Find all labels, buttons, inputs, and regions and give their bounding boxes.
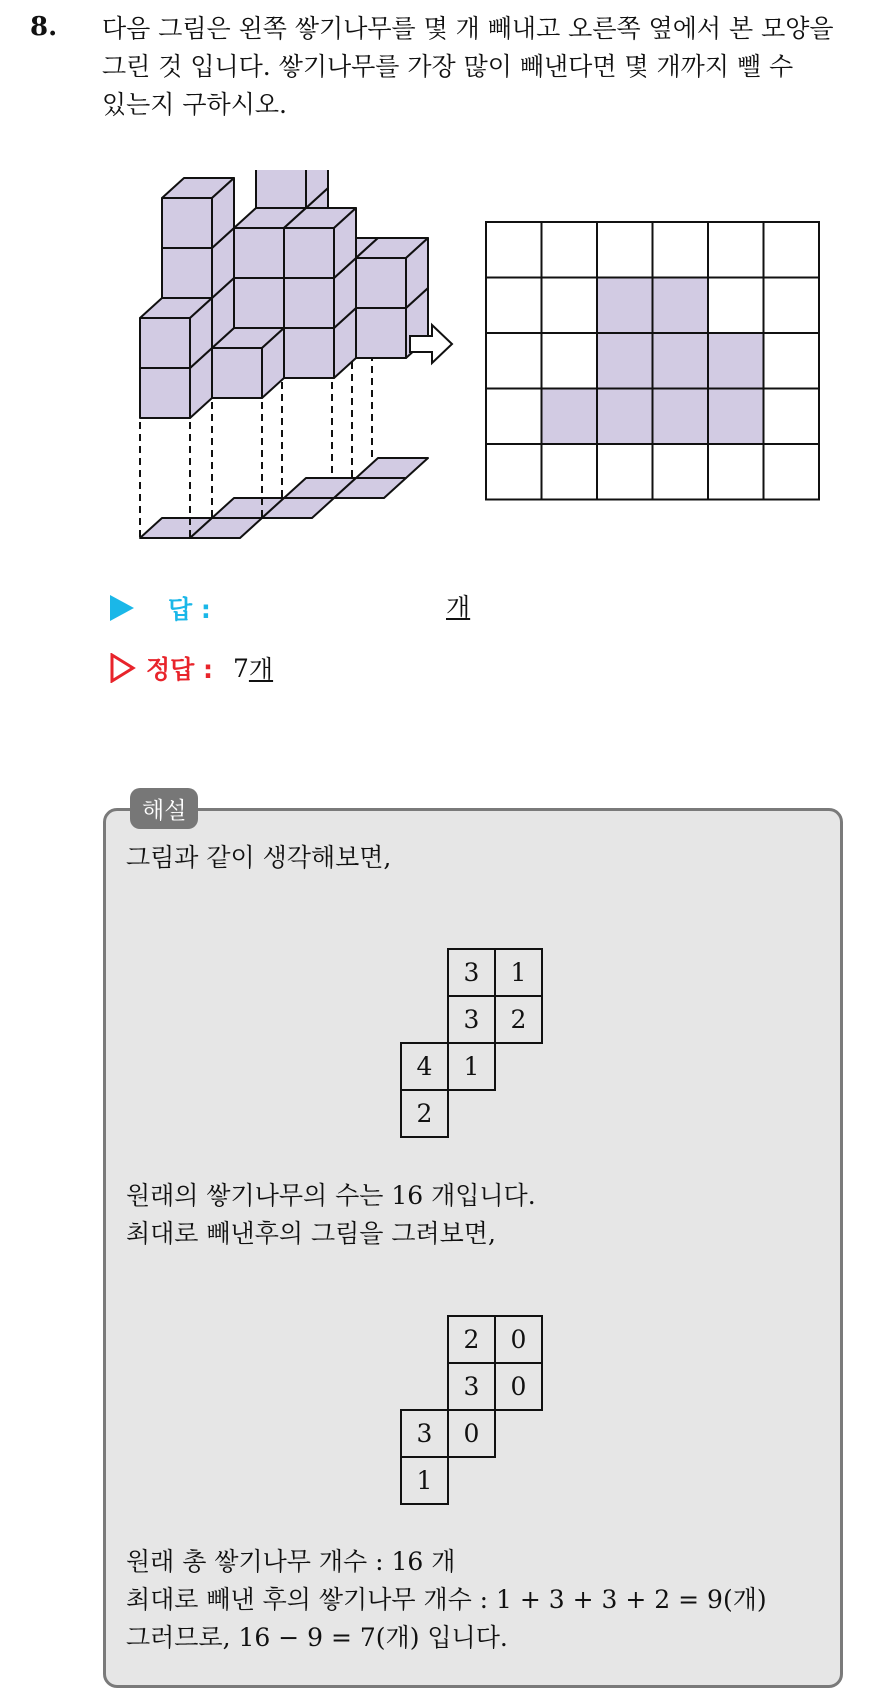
block-face xyxy=(356,458,428,478)
blocks xyxy=(140,170,428,418)
explanation-line: 그러므로, 16 − 9 = 7(개) 입니다. xyxy=(126,1623,508,1652)
explanation-tag: 해설 xyxy=(130,788,198,829)
side-view-cell xyxy=(708,222,764,278)
block-face xyxy=(140,318,190,368)
correct-value: 7 xyxy=(233,653,249,683)
correct-label: 정답 : xyxy=(146,655,214,684)
side-view-cell xyxy=(486,278,542,334)
side-view-cell xyxy=(597,333,653,389)
side-view-cell xyxy=(708,278,764,334)
block-face xyxy=(162,198,212,248)
block-face xyxy=(234,278,284,328)
block-face xyxy=(256,170,306,208)
grid-cell: 3 xyxy=(447,1362,496,1411)
figure xyxy=(0,170,884,550)
explanation-line: 원래 총 쌓기나무 개수 : 16 개 xyxy=(126,1547,456,1576)
play-icon xyxy=(110,595,134,621)
question-line: 그린 것 입니다. 쌓기나무를 가장 많이 빼낸다면 몇 개까지 뺄 수 xyxy=(102,52,794,81)
side-view-cell xyxy=(542,444,598,500)
outline-triangle-icon xyxy=(110,653,136,683)
side-view-cell xyxy=(764,333,820,389)
block-face xyxy=(284,278,334,328)
grid-cell: 1 xyxy=(447,1042,496,1091)
grid-cell: 1 xyxy=(494,948,543,997)
question-line: 다음 그림은 왼쪽 쌓기나무를 몇 개 빼내고 오른쪽 옆에서 본 모양을 xyxy=(102,14,834,43)
side-view-cell xyxy=(542,389,598,445)
grid-cell: 3 xyxy=(400,1409,449,1458)
side-view-cell xyxy=(597,389,653,445)
grid-cell: 0 xyxy=(447,1409,496,1458)
block-face xyxy=(162,248,212,298)
base-footprint xyxy=(140,458,428,538)
stacked-blocks-figure xyxy=(140,170,428,538)
answer-label: 답 : xyxy=(168,595,211,624)
grid-cell: 4 xyxy=(400,1042,449,1091)
side-view-cell xyxy=(486,222,542,278)
grid-cell: 3 xyxy=(447,948,496,997)
explanation-line: 최대로 빼낸후의 그림을 그려보면, xyxy=(126,1219,496,1248)
side-view-cell xyxy=(486,333,542,389)
block-face xyxy=(284,228,334,278)
correct-row xyxy=(110,648,273,688)
block-face xyxy=(212,348,262,398)
side-view-cell xyxy=(653,278,709,334)
side-view-cell xyxy=(542,333,598,389)
explanation-line: 그림과 같이 생각해보면, xyxy=(126,843,392,872)
side-view-cell xyxy=(708,444,764,500)
explanation-line: 원래의 쌓기나무의 수는 16 개입니다. xyxy=(126,1181,536,1210)
block-face xyxy=(356,308,406,358)
side-view-cell xyxy=(764,222,820,278)
side-view-cell xyxy=(653,389,709,445)
correct-unit: 개 xyxy=(248,655,274,684)
block-face xyxy=(356,258,406,308)
block-face xyxy=(284,328,334,378)
grid-cell: 2 xyxy=(494,995,543,1044)
side-view-cell xyxy=(486,389,542,445)
side-view-cell xyxy=(597,278,653,334)
side-view-cell xyxy=(597,444,653,500)
answer-row xyxy=(110,588,810,628)
side-view-cell xyxy=(764,389,820,445)
side-view-cell xyxy=(653,444,709,500)
answer-unit: 개 xyxy=(446,593,471,622)
grid-cell: 2 xyxy=(447,1315,496,1364)
question-line: 있는지 구하시오. xyxy=(102,90,287,119)
grid-cell: 1 xyxy=(400,1456,449,1505)
explanation-line: 최대로 빼낸 후의 쌓기나무 개수 : 1 + 3 + 3 + 2 = 9(개) xyxy=(126,1585,767,1614)
side-view-cell xyxy=(542,278,598,334)
side-view-cell xyxy=(764,444,820,500)
side-view-grid xyxy=(486,222,819,500)
grid-cell: 3 xyxy=(447,995,496,1044)
side-view-cell xyxy=(597,222,653,278)
side-view-cell xyxy=(653,222,709,278)
side-view-cell xyxy=(764,278,820,334)
block-face xyxy=(234,228,284,278)
grid-cell: 0 xyxy=(494,1362,543,1411)
question-text xyxy=(102,10,862,124)
grid-cell: 0 xyxy=(494,1315,543,1364)
side-view-cell xyxy=(653,333,709,389)
side-view-cell xyxy=(542,222,598,278)
grid-cell: 2 xyxy=(400,1089,449,1138)
side-view-cell xyxy=(708,389,764,445)
question-number: 8. xyxy=(30,12,58,42)
block-face xyxy=(140,368,190,418)
side-view-cell xyxy=(486,444,542,500)
side-view-cell xyxy=(708,333,764,389)
